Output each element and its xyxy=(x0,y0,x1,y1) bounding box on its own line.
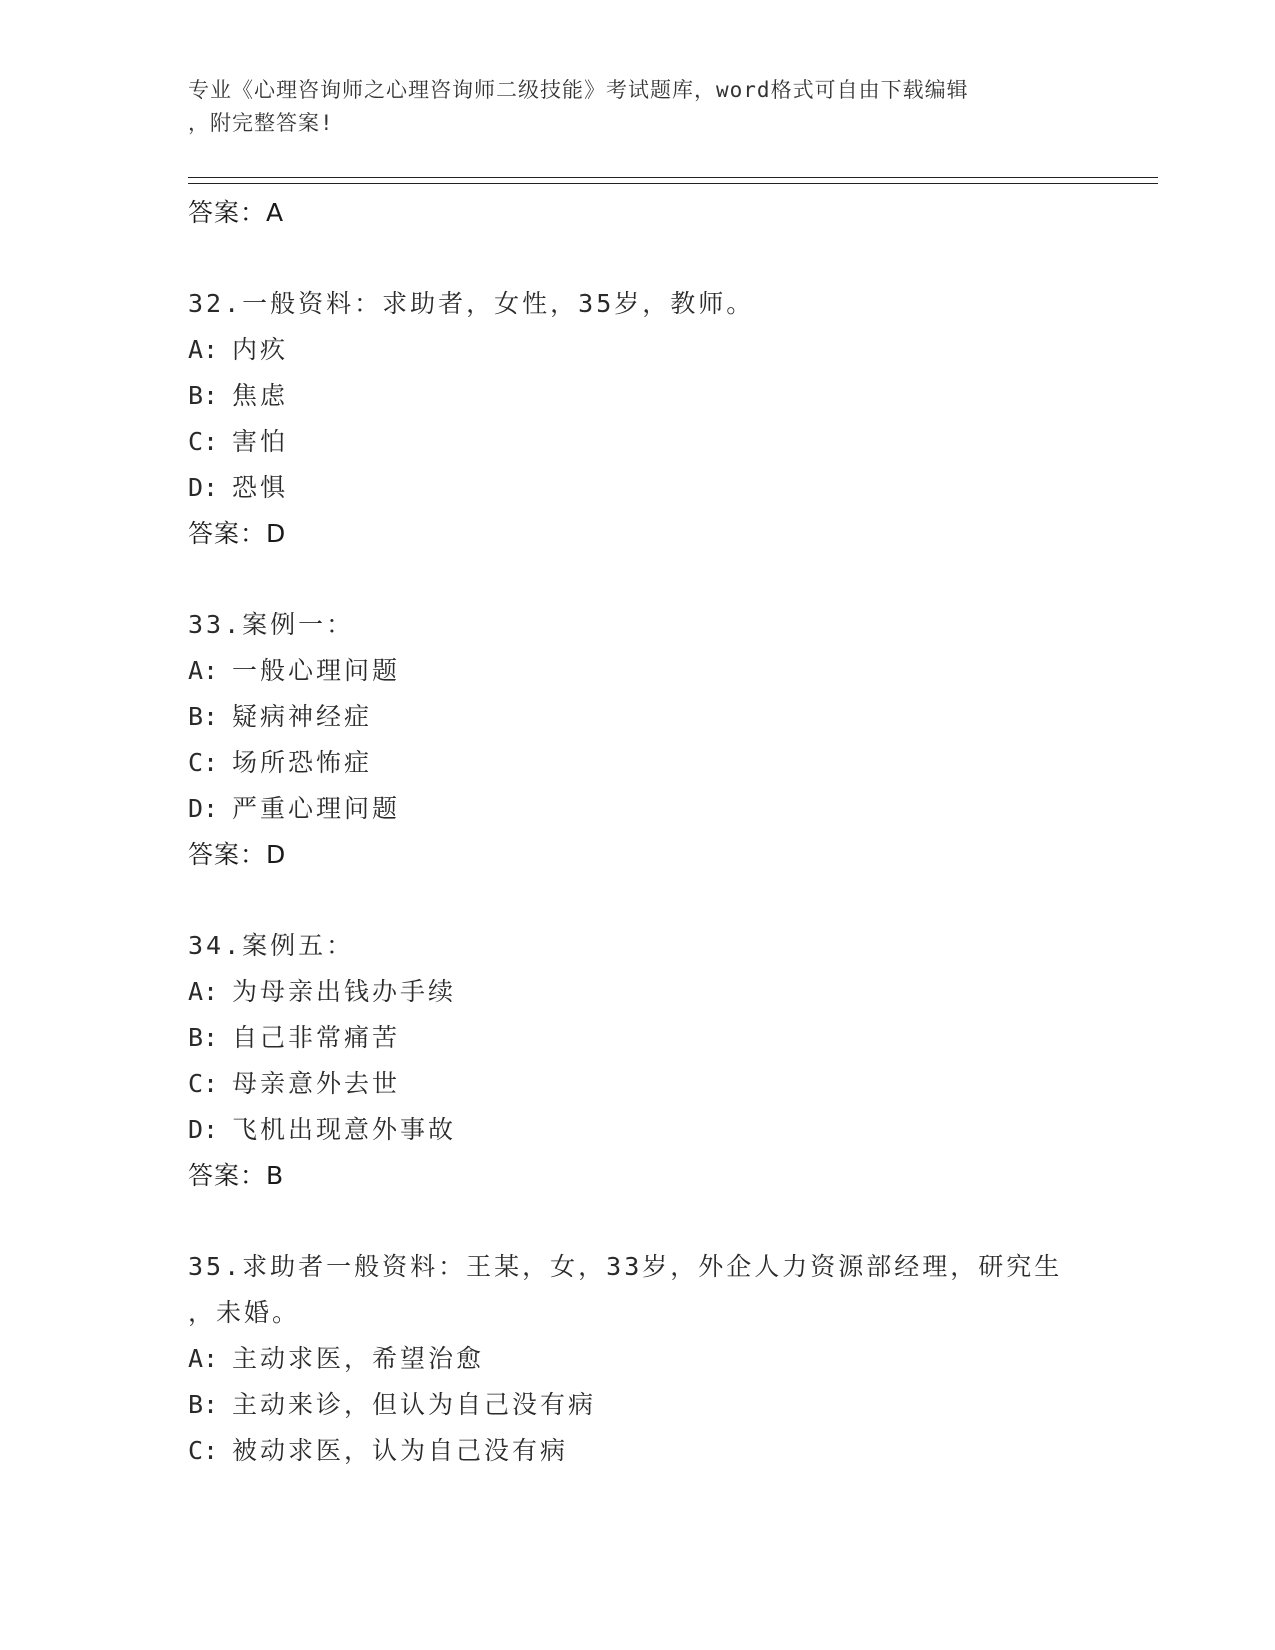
option-text: 严重心理问题 xyxy=(232,794,401,823)
header-line-1: 专业《心理咨询师之心理咨询师二级技能》考试题库，word格式可自由下载编辑 xyxy=(188,78,969,102)
option-text: 疑病神经症 xyxy=(232,702,373,731)
question-34 xyxy=(188,923,1148,1199)
option-letter: D: xyxy=(188,1115,219,1144)
spacer xyxy=(188,236,1148,281)
option-letter: A: xyxy=(188,1344,219,1373)
option-d xyxy=(188,465,1148,511)
question-stem-line-1: 35.求助者一般资料：王某，女，33岁，外企人力资源部经理，研究生 xyxy=(188,1252,1063,1281)
option-text: 主动来诊，但认为自己没有病 xyxy=(232,1390,597,1419)
option-c xyxy=(188,740,1148,786)
question-35 xyxy=(188,1244,1148,1474)
option-b xyxy=(188,1015,1148,1061)
option-letter: A: xyxy=(188,335,219,364)
question-stem: 34.案例五： xyxy=(188,931,355,960)
option-a xyxy=(188,648,1148,694)
page-header xyxy=(188,74,1088,140)
option-text: 主动求医，希望治愈 xyxy=(232,1344,485,1373)
spacer xyxy=(188,878,1148,923)
option-letter: B: xyxy=(188,1390,219,1419)
question-list xyxy=(188,190,1148,1474)
option-b xyxy=(188,694,1148,740)
option-c xyxy=(188,419,1148,465)
option-b xyxy=(188,1382,1148,1428)
option-letter: B: xyxy=(188,702,219,731)
option-letter: D: xyxy=(188,794,219,823)
option-a xyxy=(188,327,1148,373)
option-letter: C: xyxy=(188,1069,219,1098)
option-text: 内疚 xyxy=(232,335,289,364)
option-text: 害怕 xyxy=(232,427,289,456)
spacer xyxy=(188,557,1148,602)
option-text: 焦虑 xyxy=(232,381,289,410)
option-text: 一般心理问题 xyxy=(232,656,401,685)
option-letter: C: xyxy=(188,748,219,777)
option-text: 被动求医，认为自己没有病 xyxy=(232,1436,569,1465)
option-a xyxy=(188,969,1148,1015)
spacer xyxy=(188,1199,1148,1244)
header-line-2: ，附完整答案! xyxy=(188,111,334,135)
option-letter: A: xyxy=(188,977,219,1006)
question-32 xyxy=(188,281,1148,557)
option-c xyxy=(188,1428,1148,1474)
header-rule-bottom xyxy=(188,183,1158,184)
option-text: 场所恐怖症 xyxy=(232,748,373,777)
option-letter: C: xyxy=(188,427,219,456)
option-d xyxy=(188,1107,1148,1153)
option-text: 母亲意外去世 xyxy=(232,1069,401,1098)
question-stem: 33.案例一： xyxy=(188,610,355,639)
answer-31: 答案：A xyxy=(188,198,285,227)
answer-32: 答案：D xyxy=(188,519,287,548)
option-c xyxy=(188,1061,1148,1107)
option-text: 恐惧 xyxy=(232,473,289,502)
question-stem: 32.一般资料：求助者，女性，35岁，教师。 xyxy=(188,289,755,318)
option-text: 为母亲出钱办手续 xyxy=(232,977,457,1006)
question-stem xyxy=(188,1244,1148,1336)
option-letter: D: xyxy=(188,473,219,502)
option-letter: B: xyxy=(188,1023,219,1052)
answer-34: 答案：B xyxy=(188,1161,285,1190)
question-33 xyxy=(188,602,1148,878)
question-stem-line-2: ，未婚。 xyxy=(188,1298,301,1327)
option-d xyxy=(188,786,1148,832)
header-rule-top xyxy=(188,177,1158,178)
option-b xyxy=(188,373,1148,419)
option-letter: B: xyxy=(188,381,219,410)
option-text: 自己非常痛苦 xyxy=(232,1023,401,1052)
option-letter: C: xyxy=(188,1436,219,1465)
answer-33: 答案：D xyxy=(188,840,287,869)
option-a xyxy=(188,1336,1148,1382)
option-letter: A: xyxy=(188,656,219,685)
option-text: 飞机出现意外事故 xyxy=(232,1115,457,1144)
